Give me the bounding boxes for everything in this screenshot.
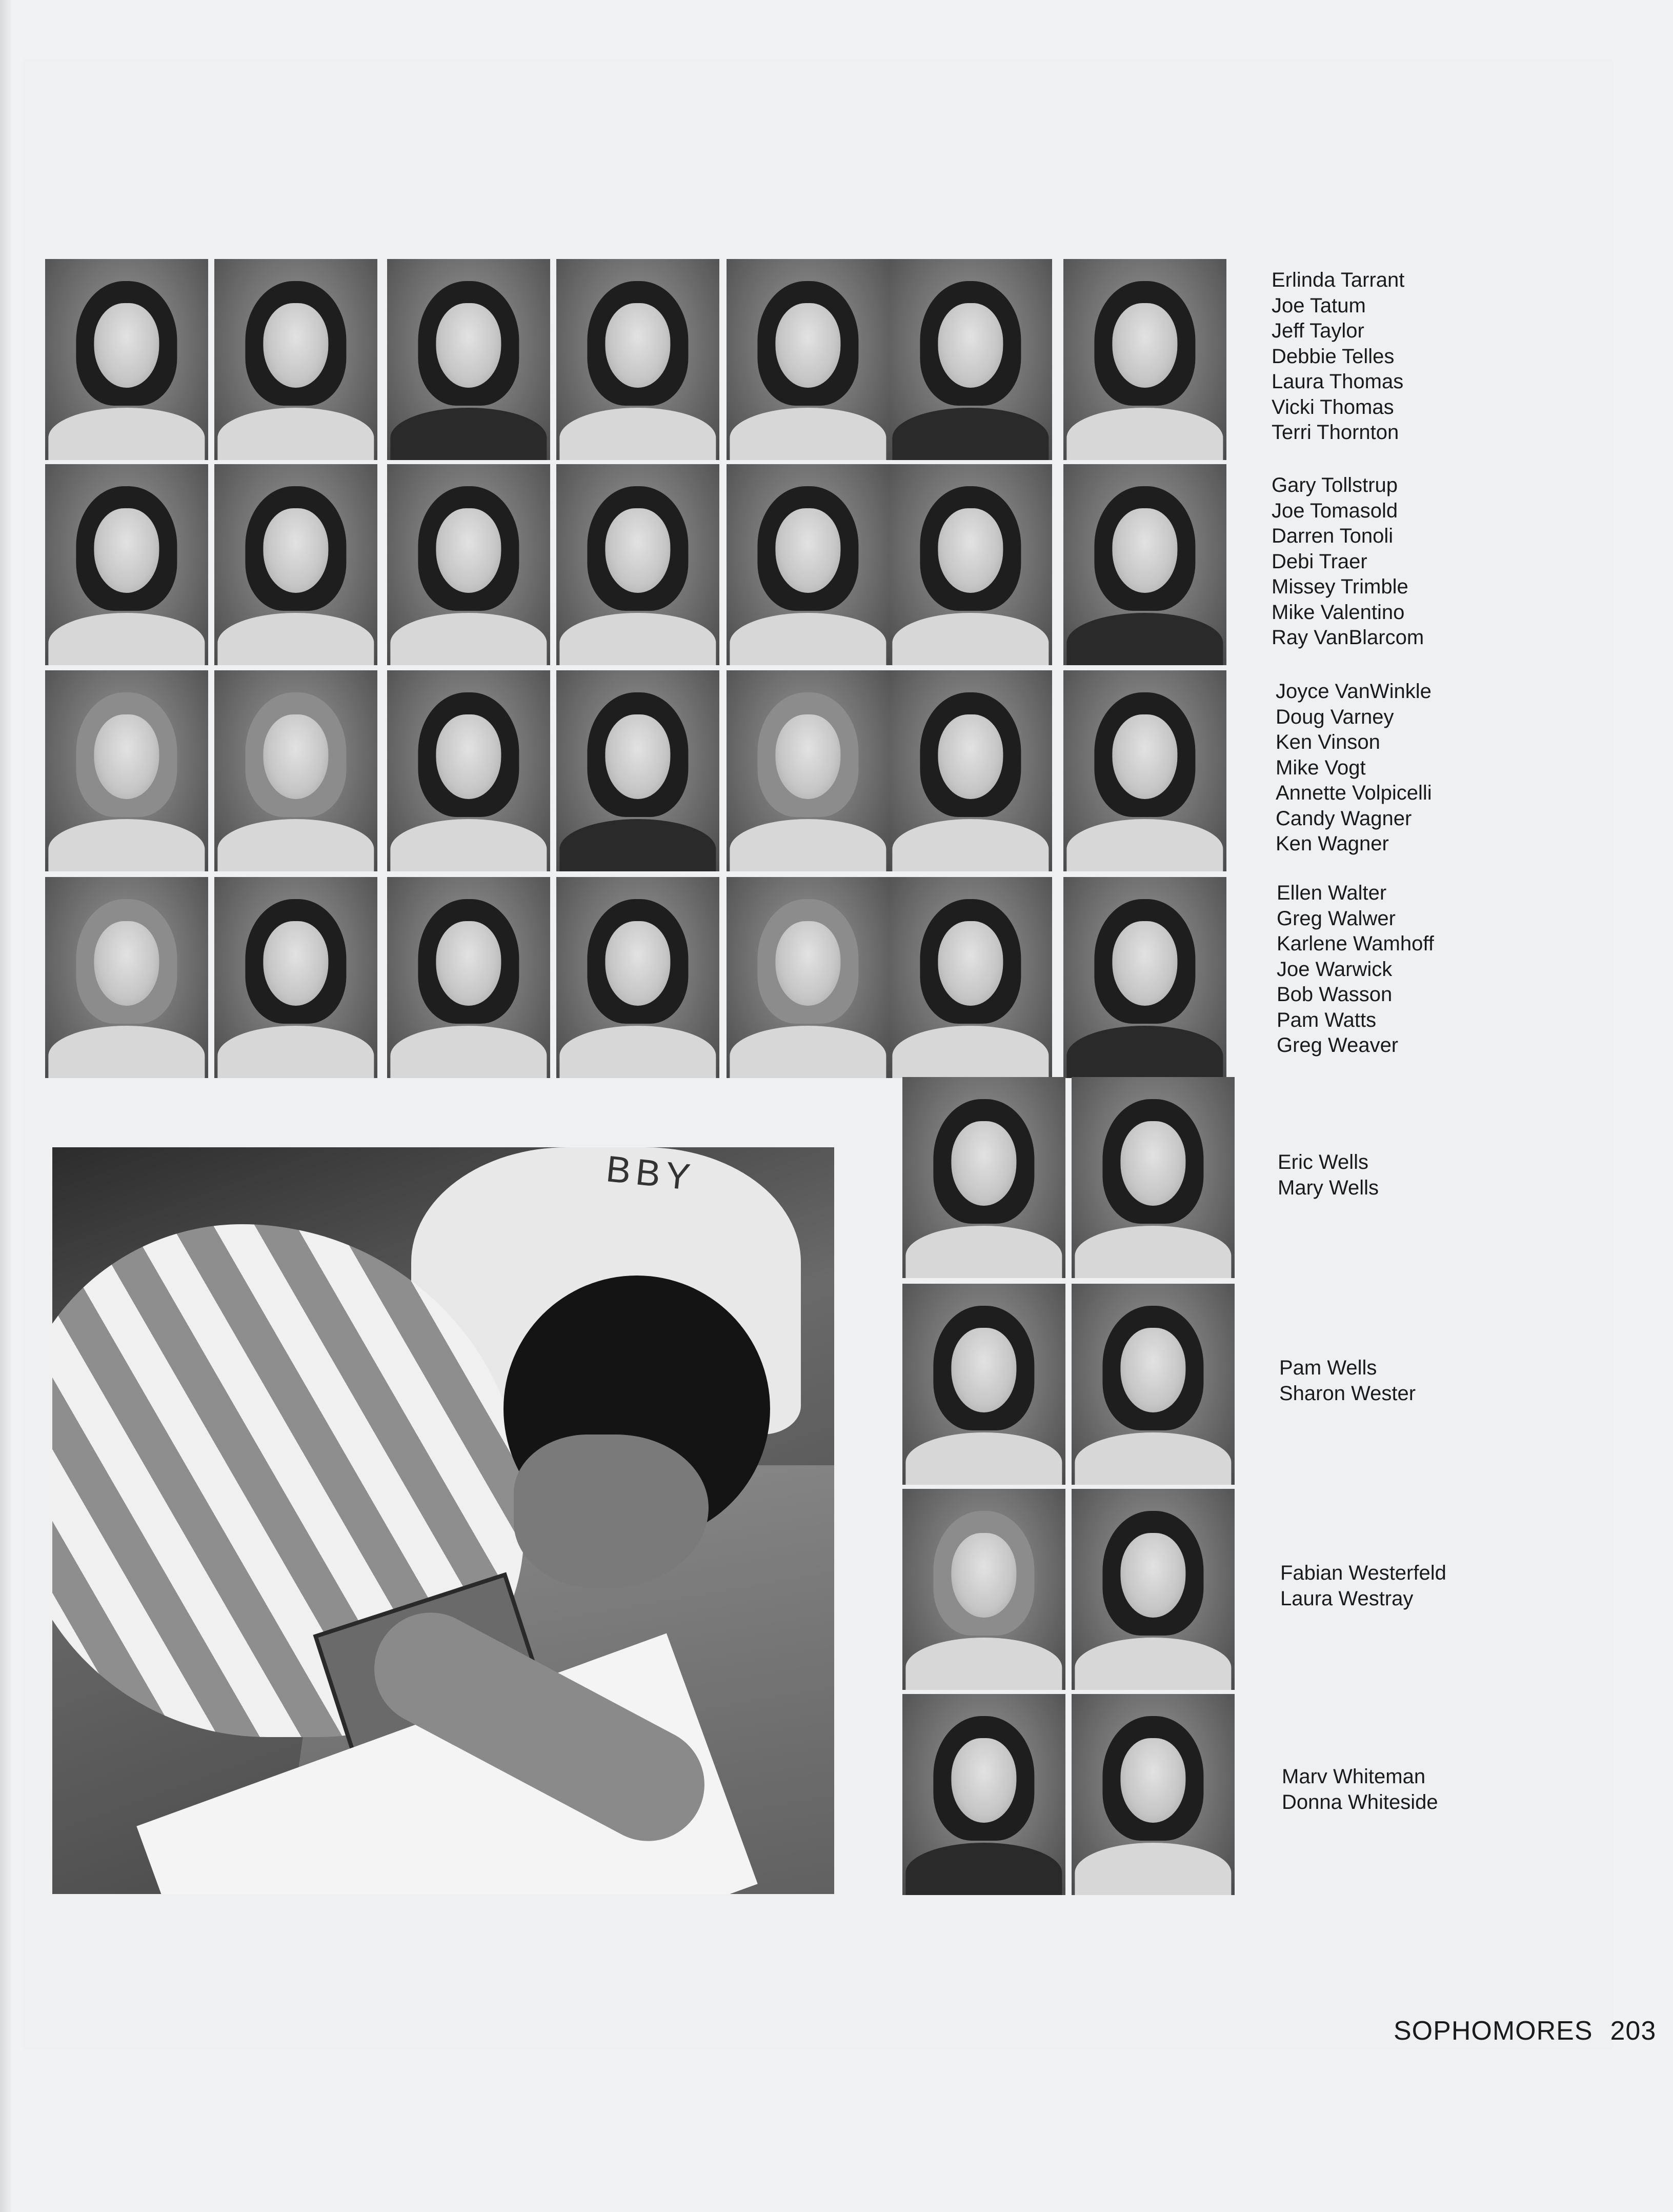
name-group	[1276, 679, 1432, 857]
portrait-shoulders	[892, 819, 1049, 871]
portrait-shoulders	[730, 819, 886, 871]
student-portrait	[214, 259, 377, 460]
student-portrait	[556, 464, 719, 665]
student-name: Sharon Wester	[1279, 1382, 1416, 1405]
portrait-face	[938, 508, 1003, 593]
name-group	[1280, 1561, 1446, 1611]
student-portrait	[889, 259, 1052, 460]
portrait-shoulders	[1075, 1432, 1231, 1485]
student-name: Debi Traer	[1272, 550, 1367, 573]
name-group	[1282, 1764, 1438, 1815]
portrait-shoulders	[559, 819, 716, 871]
portrait-face	[775, 714, 840, 799]
portrait-face	[951, 1121, 1016, 1206]
portrait-face	[951, 1328, 1016, 1412]
student-portrait	[1072, 1694, 1235, 1895]
name-group	[1278, 1150, 1379, 1201]
portrait-face	[605, 714, 670, 799]
section-title: SOPHOMORES	[1394, 2016, 1593, 2046]
portrait-face	[775, 303, 840, 388]
portrait-shoulders	[559, 408, 716, 460]
portrait-shoulders	[730, 408, 886, 460]
portrait-face	[775, 921, 840, 1006]
student-portrait	[902, 1489, 1065, 1690]
student-name: Joe Tatum	[1272, 294, 1366, 317]
student-name: Mike Valentino	[1272, 601, 1405, 624]
student-portrait	[727, 670, 890, 871]
name-group	[1277, 881, 1434, 1059]
student-portrait	[387, 877, 550, 1078]
student-name: Ellen Walter	[1277, 882, 1387, 904]
student-name: Jeff Taylor	[1272, 320, 1364, 342]
portrait-shoulders	[559, 1026, 716, 1078]
student-name: Ray VanBlarcom	[1272, 626, 1424, 649]
student-portrait	[556, 877, 719, 1078]
portrait-shoulders	[1075, 1638, 1231, 1690]
student-name: Pam Watts	[1277, 1008, 1377, 1031]
student-portrait	[214, 464, 377, 665]
page-number: 203	[1610, 2016, 1657, 2046]
portrait-face	[938, 714, 1003, 799]
portrait-shoulders	[390, 1026, 547, 1078]
portrait-face	[1112, 714, 1177, 799]
portrait-shoulders	[217, 1026, 374, 1078]
student-name: Pam Wells	[1279, 1357, 1377, 1379]
student-name: Mike Vogt	[1276, 756, 1366, 779]
student-portrait	[387, 259, 550, 460]
student-portrait	[387, 670, 550, 871]
portrait-shoulders	[217, 819, 374, 871]
student-name: Bob Wasson	[1277, 983, 1393, 1006]
student-name: Darren Tonoli	[1272, 525, 1394, 547]
student-portrait	[1072, 1284, 1235, 1485]
portrait-shoulders	[1066, 613, 1223, 665]
portrait-face	[94, 303, 159, 388]
student-portrait	[889, 464, 1052, 665]
student-portrait	[214, 877, 377, 1078]
portrait-face	[1112, 303, 1177, 388]
student-portrait	[556, 670, 719, 871]
portrait-face	[605, 921, 670, 1006]
portrait-face	[951, 1533, 1016, 1618]
student-portrait	[1063, 259, 1226, 460]
portrait-shoulders	[1066, 819, 1223, 871]
student-portrait	[45, 877, 208, 1078]
portrait-shoulders	[1075, 1843, 1231, 1895]
student-name: Candy Wagner	[1276, 807, 1412, 830]
student-name: Mary Wells	[1278, 1176, 1379, 1199]
portrait-shoulders	[905, 1843, 1062, 1895]
name-group	[1272, 473, 1424, 651]
student-portrait	[889, 877, 1052, 1078]
portrait-shoulders	[905, 1638, 1062, 1690]
portrait-face	[605, 508, 670, 593]
candid-photo	[52, 1147, 834, 1894]
portrait-shoulders	[730, 613, 886, 665]
student-name: Annette Volpicelli	[1276, 782, 1432, 804]
student-portrait	[902, 1077, 1065, 1278]
student-portrait	[556, 259, 719, 460]
portrait-face	[263, 303, 328, 388]
student-name: Laura Westray	[1280, 1587, 1414, 1610]
portrait-face	[1112, 508, 1177, 593]
portrait-shoulders	[730, 1026, 886, 1078]
portrait-shoulders	[48, 613, 205, 665]
portrait-shoulders	[48, 819, 205, 871]
portrait-face	[94, 508, 159, 593]
student-name: Ken Wagner	[1276, 832, 1389, 855]
student-portrait	[1063, 670, 1226, 871]
student-portrait	[1072, 1077, 1235, 1278]
portrait-face	[1120, 1121, 1185, 1206]
candid-shirt-text: BBY	[604, 1148, 697, 1199]
binding-edge	[0, 0, 11, 2212]
portrait-shoulders	[48, 1026, 205, 1078]
portrait-face	[938, 303, 1003, 388]
student-portrait	[727, 877, 890, 1078]
portrait-face	[775, 508, 840, 593]
student-portrait	[214, 670, 377, 871]
portrait-face	[1112, 921, 1177, 1006]
student-portrait	[902, 1694, 1065, 1895]
portrait-face	[1120, 1328, 1185, 1412]
portrait-shoulders	[1066, 408, 1223, 460]
student-name: Doug Varney	[1276, 705, 1394, 728]
portrait-shoulders	[892, 613, 1049, 665]
portrait-face	[263, 921, 328, 1006]
student-name: Erlinda Tarrant	[1272, 269, 1405, 291]
student-portrait	[1063, 877, 1226, 1078]
portrait-shoulders	[217, 408, 374, 460]
student-name: Greg Walwer	[1277, 907, 1396, 930]
portrait-face	[263, 508, 328, 593]
student-name: Missey Trimble	[1272, 575, 1408, 598]
student-name: Ken Vinson	[1276, 731, 1380, 753]
portrait-shoulders	[390, 408, 547, 460]
name-group	[1272, 268, 1404, 446]
student-portrait	[727, 259, 890, 460]
student-name: Karlene Wamhoff	[1277, 932, 1434, 955]
portrait-shoulders	[892, 1026, 1049, 1078]
student-portrait	[45, 670, 208, 871]
portrait-face	[1120, 1533, 1185, 1618]
student-portrait	[1063, 464, 1226, 665]
student-name: Donna Whiteside	[1282, 1790, 1438, 1814]
portrait-shoulders	[892, 408, 1049, 460]
portrait-shoulders	[905, 1432, 1062, 1485]
portrait-shoulders	[1075, 1226, 1231, 1278]
student-portrait	[727, 464, 890, 665]
student-name: Fabian Westerfeld	[1280, 1562, 1446, 1584]
portrait-face	[951, 1738, 1016, 1823]
portrait-face	[263, 714, 328, 799]
portrait-face	[94, 921, 159, 1006]
portrait-face	[94, 714, 159, 799]
name-group	[1279, 1356, 1416, 1406]
student-name: Greg Weaver	[1277, 1034, 1399, 1057]
portrait-face	[436, 714, 501, 799]
student-name: Joe Tomasold	[1272, 499, 1398, 522]
student-name: Marv Whiteman	[1282, 1765, 1426, 1788]
student-name: Joe Warwick	[1277, 958, 1393, 981]
portrait-face	[436, 508, 501, 593]
student-name: Terri Thornton	[1272, 421, 1399, 444]
student-portrait	[45, 464, 208, 665]
student-portrait	[1072, 1489, 1235, 1690]
portrait-face	[938, 921, 1003, 1006]
portrait-shoulders	[48, 408, 205, 460]
student-name: Debbie Telles	[1272, 345, 1395, 368]
portrait-shoulders	[905, 1226, 1062, 1278]
student-name: Joyce VanWinkle	[1276, 680, 1432, 703]
portrait-face	[436, 303, 501, 388]
student-portrait	[45, 259, 208, 460]
student-portrait	[889, 670, 1052, 871]
portrait-shoulders	[390, 613, 547, 665]
portrait-shoulders	[1066, 1026, 1223, 1078]
portrait-shoulders	[390, 819, 547, 871]
page-footer	[1394, 2016, 1656, 2046]
portrait-shoulders	[217, 613, 374, 665]
student-name: Gary Tollstrup	[1272, 474, 1398, 496]
portrait-shoulders	[559, 613, 716, 665]
student-name: Vicki Thomas	[1272, 395, 1394, 419]
student-name: Eric Wells	[1278, 1151, 1369, 1173]
student-portrait	[387, 464, 550, 665]
student-name: Laura Thomas	[1272, 370, 1404, 393]
portrait-face	[436, 921, 501, 1006]
portrait-face	[1120, 1738, 1185, 1823]
portrait-face	[605, 303, 670, 388]
student-portrait	[902, 1284, 1065, 1485]
